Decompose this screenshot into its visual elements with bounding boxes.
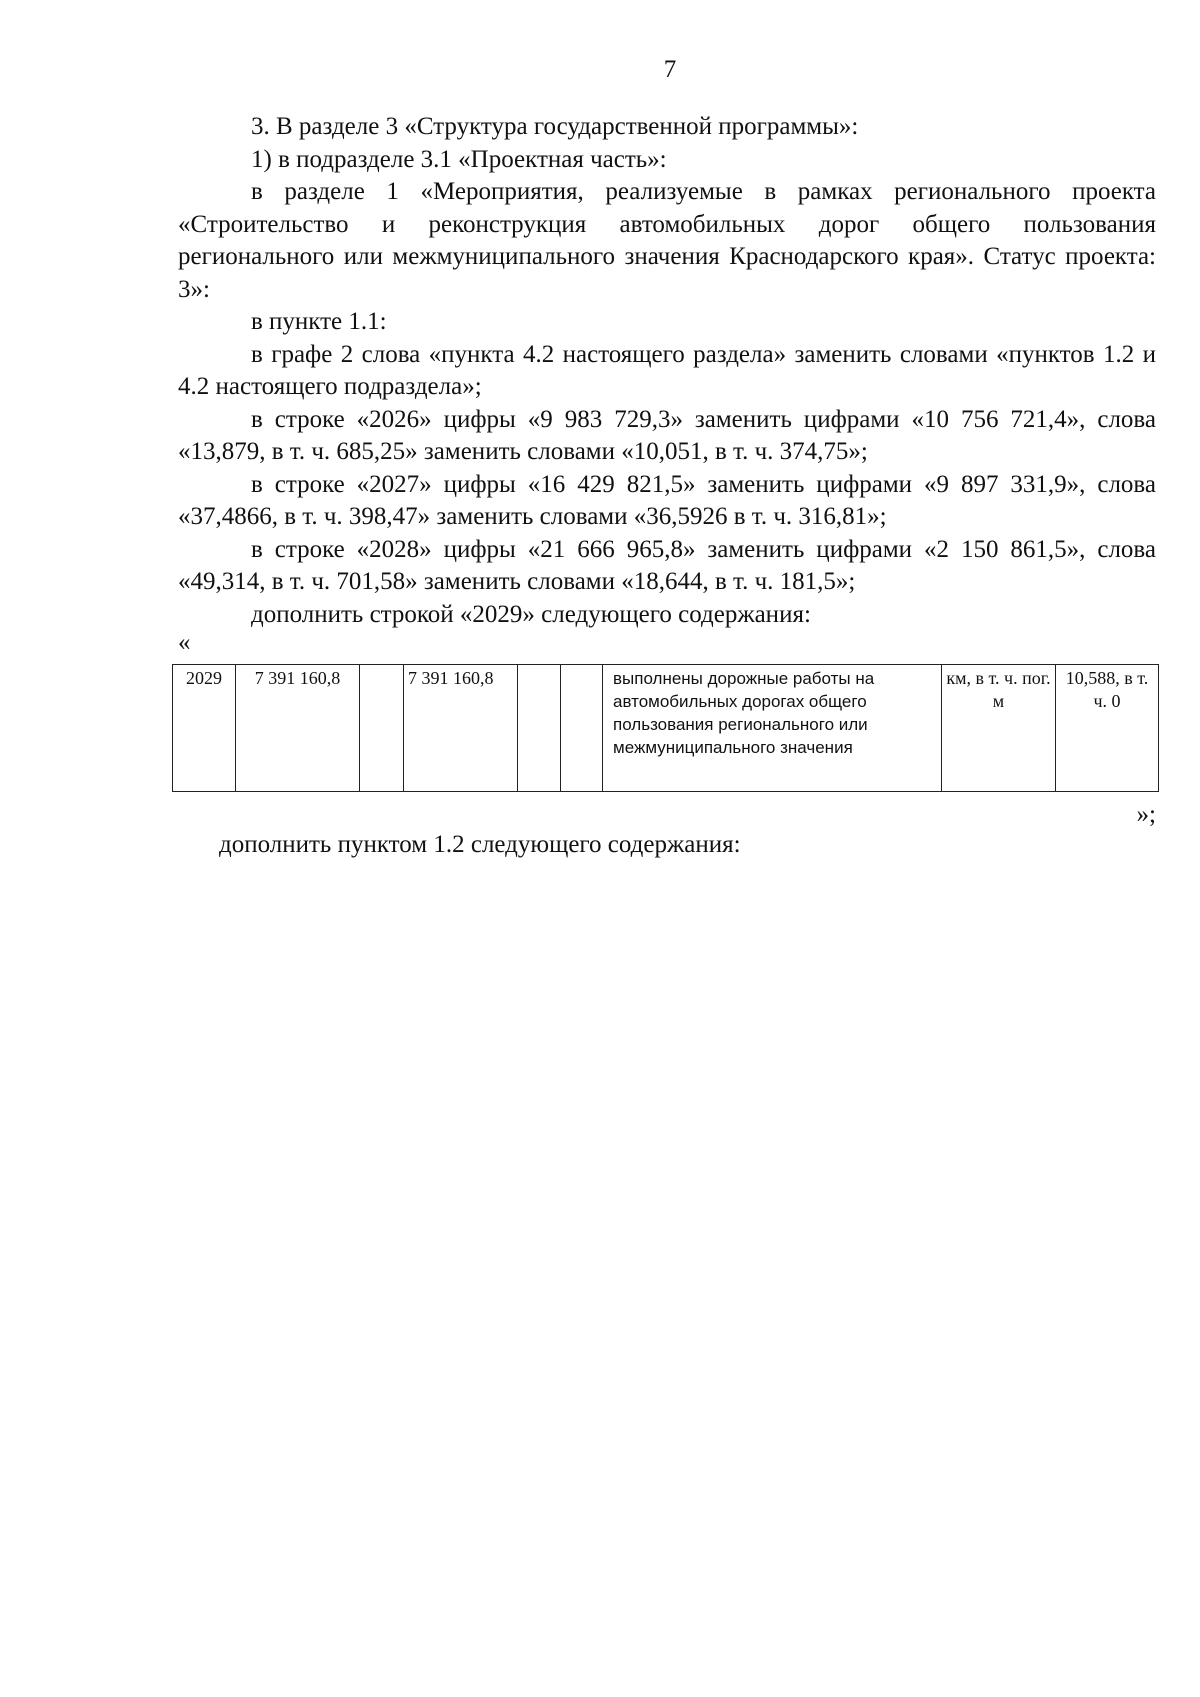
- add-point-instruction: дополнить пунктом 1.2 следующего содержания:: [219, 831, 741, 858]
- insert-row-table: [172, 664, 1159, 792]
- amendment-column-2: в графе 2 слова «пункта 4.2 настоящего раздела» заменить словами «пунктов 1.2 и 4.2 настоящего подраздела»;: [178, 340, 1156, 400]
- cell-description: выполнены дорожные работы на автомобильных дорогах общего пользования регионального или межмуниципального значения: [603, 665, 942, 792]
- cell-col3: [360, 665, 404, 792]
- amendment-row-2026: в строке «2026» цифры «9 983 729,3» заменить цифрами «10 756 721,4», слова «13,879, в т. ч. 685,25» заменить словами «10,051, в т. ч. 374,75»;: [178, 405, 1156, 465]
- body-text: [178, 111, 1156, 631]
- point-reference: в пункте 1.1:: [251, 308, 387, 335]
- cell-col6: [561, 665, 603, 792]
- page-number: 7: [663, 56, 677, 83]
- cell-col4: 7 391 160,8: [404, 665, 518, 792]
- add-row-instruction: дополнить строкой «2029» следующего содержания:: [251, 600, 811, 628]
- open-quote: «: [178, 629, 191, 656]
- cell-value: 10,588, в т. ч. 0: [1056, 665, 1159, 792]
- project-paragraph: в разделе 1 «Мероприятия, реализуемые в рамках регионального проекта «Строительство и реконструкция автомобильных дорог общего пользования регионального или межмуниципального значения Краснодарского края». Статус проекта: 3»:: [178, 178, 1156, 303]
- subsection-item: 1) в подразделе 3.1 «Проектная часть»:: [251, 145, 667, 173]
- cell-col5: [518, 665, 561, 792]
- cell-unit: км, в т. ч. пог. м: [942, 665, 1056, 792]
- section-heading: 3. В разделе 3 «Структура государственной программы»:: [251, 113, 859, 140]
- table-row: [173, 665, 1159, 792]
- amendment-row-2028: в строке «2028» цифры «21 666 965,8» заменить цифрами «2 150 861,5», слова «49,314, в т. ч. 701,58» заменить словами «18,644, в т. ч. 181,5»;: [178, 535, 1156, 595]
- cell-year: 2029: [173, 665, 236, 792]
- cell-total: 7 391 160,8: [236, 665, 360, 792]
- close-quote: »;: [1136, 801, 1156, 828]
- amendment-row-2027: в строке «2027» цифры «16 429 821,5» заменить цифрами «9 897 331,9», слова «37,4866, в т. ч. 398,47» заменить словами «36,5926 в т. ч. 316,81»;: [178, 470, 1156, 530]
